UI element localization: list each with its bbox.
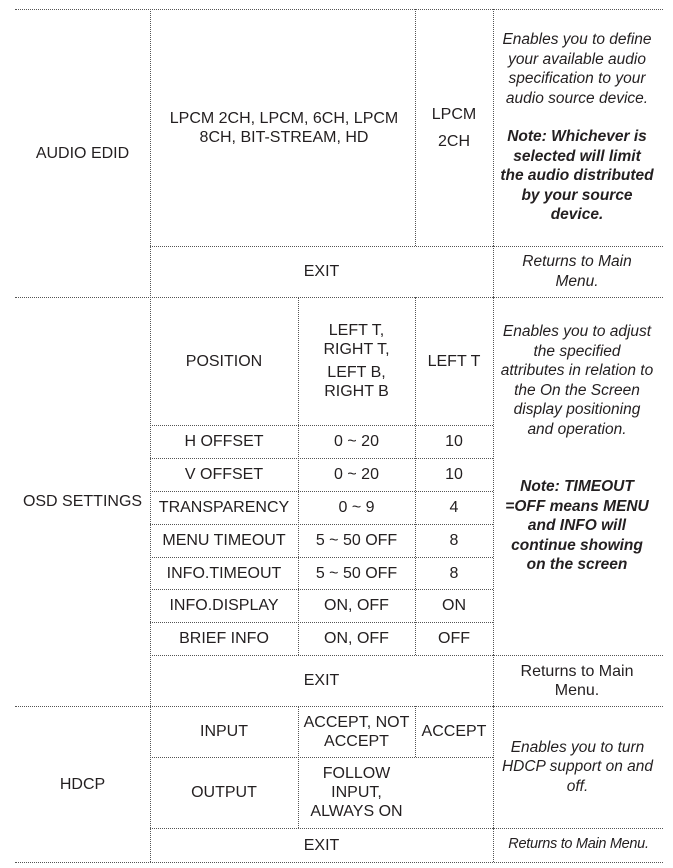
- osd-row-name: MENU TIMEOUT: [162, 532, 286, 549]
- osd-row-default: LEFT T: [427, 352, 481, 370]
- audio-edid-options: LPCM 2CH, LPCM, 6CH, LPCM 8CH, BIT-STREAM, HD: [169, 109, 399, 146]
- audio-edid-description: Enables you to define your available audio specification to your audio source device.: [502, 31, 652, 107]
- osd-exit-description: Returns to Main Menu.: [520, 662, 634, 699]
- osd-row-default: 10: [445, 466, 463, 483]
- hdcp-input-options: ACCEPT, NOT ACCEPT: [303, 713, 410, 750]
- audio-edid-default-line2: 2CH: [437, 132, 470, 150]
- osd-row-name: POSITION: [185, 352, 263, 370]
- osd-row-default: 8: [449, 564, 459, 582]
- divider: [493, 706, 494, 828]
- hdcp-parameter: HDCP: [59, 775, 106, 793]
- hdcp-exit: EXIT: [303, 836, 340, 854]
- hdcp-description: Enables you to turn HDCP support on and off.: [501, 738, 654, 795]
- audio-edid-exit-description: Returns to Main Menu.: [522, 253, 632, 290]
- osd-row-name: V OFFSET: [184, 466, 264, 483]
- osd-row-default: OFF: [438, 630, 470, 647]
- osd-row-name: TRANSPARENCY: [158, 499, 290, 516]
- osd-description: Enables you to adjust the specified attributes in relation to the On the Screen display positioning and operation.: [500, 323, 654, 438]
- osd-row-options: ON, OFF: [324, 597, 389, 614]
- osd-row-options: 0 ~ 20: [334, 466, 379, 483]
- osd-row-default: 8: [449, 532, 459, 549]
- osd-exit: EXIT: [303, 672, 340, 689]
- audio-edid-exit: EXIT: [303, 263, 340, 280]
- osd-row-options: 0 ~ 9: [338, 499, 375, 516]
- osd-row-default: 10: [445, 433, 463, 450]
- osd-row-name: INFO.TIMEOUT: [166, 564, 282, 582]
- osd-position-options-line1: LEFT T, RIGHT T,: [323, 322, 390, 358]
- osd-row-options: ON, OFF: [324, 630, 389, 647]
- divider: [493, 297, 494, 655]
- osd-row-default: 4: [449, 499, 459, 516]
- osd-note: Note: TIMEOUT =OFF means MENU and INFO will continue showing on the screen: [505, 478, 649, 573]
- osd-settings-parameter: OSD SETTINGS: [22, 493, 143, 510]
- osd-row-options: 5 ~ 50 OFF: [315, 532, 398, 549]
- audio-edid-default-line1: LPCM: [431, 105, 477, 123]
- osd-description-cell: [496, 322, 658, 602]
- divider: [493, 246, 494, 297]
- audio-edid-default: [415, 9, 493, 246]
- audio-edid-note: Note: Whichever is selected will limit the audio distributed by your source device.: [500, 128, 654, 224]
- hdcp-exit-description: Returns to Main Menu.: [508, 836, 649, 853]
- divider: [298, 706, 299, 828]
- divider: [493, 9, 494, 246]
- osd-position-options-line2: LEFT B, RIGHT B: [324, 364, 389, 400]
- audio-edid-parameter: AUDIO EDID: [35, 144, 130, 162]
- hdcp-input-name: INPUT: [200, 723, 248, 740]
- hdcp-input-default: ACCEPT: [421, 723, 487, 740]
- hdcp-output-name: OUTPUT: [191, 784, 257, 801]
- divider: [493, 655, 494, 706]
- osd-row-options: 5 ~ 50 OFF: [315, 564, 398, 582]
- divider: [15, 862, 663, 863]
- audio-edid-description-cell: [496, 9, 658, 246]
- hdcp-output-options: FOLLOW INPUT, ALWAYS ON: [310, 765, 403, 820]
- osd-position-options: [298, 297, 415, 425]
- osd-row-default: ON: [442, 597, 466, 614]
- osd-row-name: H OFFSET: [184, 433, 264, 450]
- osd-row-name: BRIEF INFO: [179, 630, 269, 647]
- osd-row-name: INFO.DISPLAY: [169, 597, 279, 614]
- osd-row-options: 0 ~ 20: [334, 433, 379, 450]
